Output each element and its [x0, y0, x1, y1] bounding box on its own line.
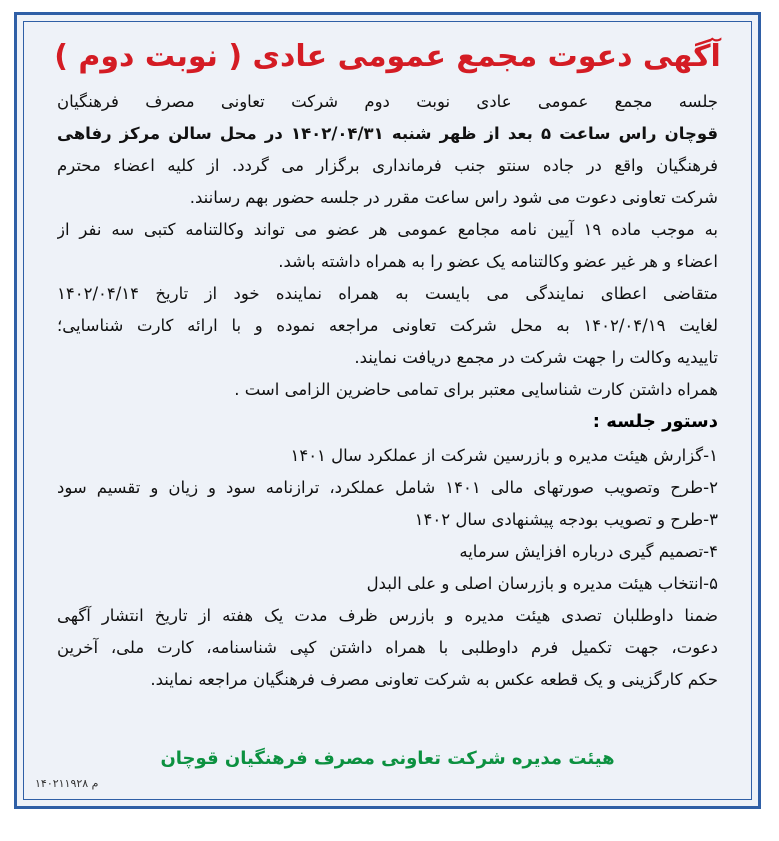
- body-line: تاییدیه وکالت را جهت شرکت در مجمع دریافت نمایند.: [354, 348, 718, 367]
- closing-line: ضمنا داوطلبان تصدی هیئت مدیره و بازرس ظرف مدت یک هفته از تاریخ انتشار آگهی: [57, 606, 718, 625]
- agenda-item: ۳-طرح و تصویب بودجه پیشنهادی سال ۱۴۰۲: [414, 510, 718, 529]
- agenda-item: ۱-گزارش هیئت مدیره و بازرسین شرکت از عملکرد سال ۱۴۰۱: [290, 446, 718, 465]
- body-line: متقاضی اعطای نمایندگی می بایست به همراه نماینده خود از تاریخ ۱۴۰۲/۰۴/۱۴: [57, 284, 718, 303]
- notice-frame: [14, 12, 761, 809]
- body-line: قوچان راس ساعت ۵ بعد از ظهر شنبه ۱۴۰۲/۰۴/۳۱ در محل سالن مرکز رفاهی: [57, 124, 718, 143]
- reference-number: ۱۴۰۲۱۱۹۲۸ م: [35, 777, 99, 790]
- agenda-item: ۴-تصمیم گیری درباره افزایش سرمایه: [459, 542, 718, 561]
- agenda-title: دستور جلسه :: [592, 411, 718, 432]
- signature: هیئت مدیره شرکت تعاونی مصرف فرهنگیان قوچان: [160, 748, 615, 769]
- body-line: جلسه مجمع عمومی عادی نوبت دوم شرکت تعاونی مصرف فرهنگیان: [57, 92, 718, 111]
- body-line: اعضاء و هر غیر عضو وکالتنامه یک عضو را به همراه داشته باشد.: [278, 252, 718, 271]
- agenda-item: ۵-انتخاب هیئت مدیره و بازرسان اصلی و علی البدل: [366, 574, 718, 593]
- body-line: به موجب ماده ۱۹ آیین نامه مجامع عمومی هر عضو می تواند وکالتنامه کتبی سه نفر از: [57, 220, 718, 239]
- body-line: همراه داشتن کارت شناسایی معتبر برای تمامی حاضرین الزامی است .: [234, 380, 718, 399]
- body-line: لغایت ۱۴۰۲/۰۴/۱۹ به محل شرکت تعاونی مراجعه نموده و با ارائه کارت شناسایی؛: [57, 316, 718, 335]
- closing-line: دعوت، جهت تکمیل فرم داوطلبی با همراه داشتن کپی شناسنامه، کارت ملی، آخرین: [57, 638, 718, 657]
- agenda-item: ۲-طرح وتصویب صورتهای مالی ۱۴۰۱ شامل عملکرد، ترازنامه سود و زیان و تقسیم سود: [57, 478, 718, 497]
- closing-line: حکم کارگزینی و یک قطعه عکس به شرکت تعاونی مصرف فرهنگیان مراجعه نمایند.: [150, 670, 718, 689]
- notice-title: آگهی دعوت مجمع عمومی عادی ( نوبت دوم ): [54, 39, 721, 74]
- body-line: شرکت تعاونی دعوت می شود راس ساعت مقرر در جلسه حضور بهم رسانند.: [189, 188, 718, 207]
- body-line: فرهنگیان واقع در جاده سنتو جنب فرمانداری برگزار می گردد. از کلیه اعضاء محترم: [57, 156, 718, 175]
